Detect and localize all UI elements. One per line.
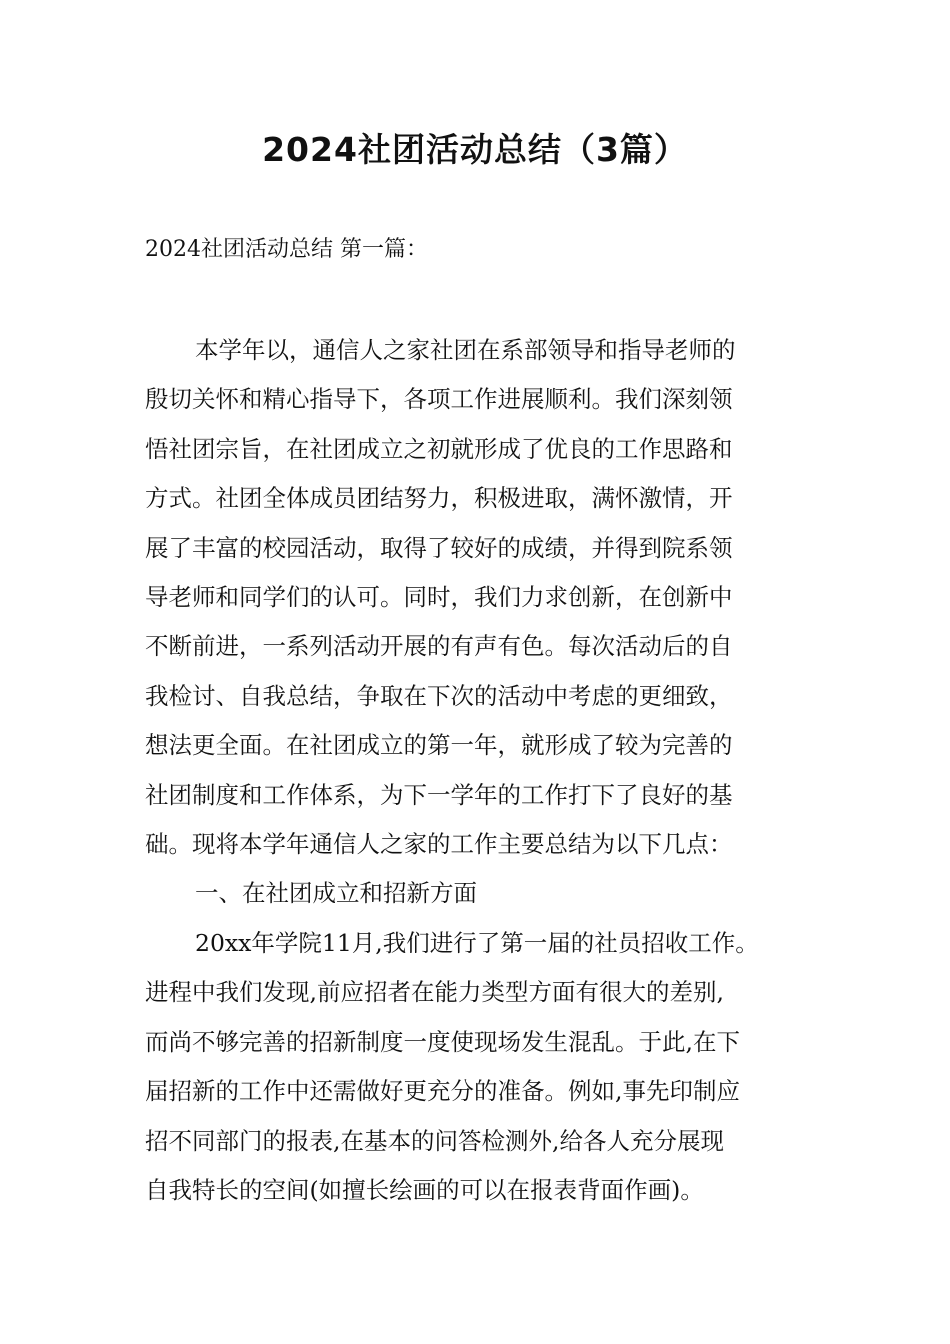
- paragraph-line: 自我特长的空间(如擅长绘画的可以在报表背面作画)。: [145, 1175, 704, 1204]
- paragraph-line: 社团制度和工作体系，为下一学年的工作打下了良好的基: [145, 780, 733, 809]
- paragraph-line: 导老师和同学们的认可。同时，我们力求创新，在创新中: [145, 583, 733, 612]
- paragraph-line: 殷切关怀和精心指导下，各项工作进展顺利。我们深刻领: [145, 385, 733, 414]
- paragraph-line: 悟社团宗旨，在社团成立之初就形成了优良的工作思路和: [145, 434, 733, 463]
- paragraph-line: 届招新的工作中还需做好更充分的准备。例如,事先印制应: [145, 1077, 740, 1106]
- paragraph-1: [145, 326, 820, 869]
- paragraph-line: 进程中我们发现,前应招者在能力类型方面有很大的差别,: [145, 978, 724, 1007]
- subheading-1: [145, 869, 820, 918]
- paragraph-line: 而尚不够完善的招新制度一度使现场发生混乱。于此,在下: [145, 1027, 740, 1056]
- paragraph-2: [145, 919, 820, 1215]
- paragraph-line: 我检讨、自我总结，争取在下次的活动中考虑的更细致，: [145, 681, 733, 710]
- paragraph-line: 展了丰富的校园活动，取得了较好的成绩，并得到院系领: [145, 533, 733, 562]
- paragraph-line: 不断前进，一系列活动开展的有声有色。每次活动后的自: [145, 632, 733, 661]
- paragraph-line: 方式。社团全体成员团结努力，积极进取，满怀激情，开: [145, 484, 733, 513]
- paragraph-line: 想法更全面。在社团成立的第一年，就形成了较为完善的: [145, 731, 733, 760]
- paragraph-line: 20xx年学院11月,我们进行了第一届的社员招收工作。: [195, 928, 759, 957]
- paragraph-line: 本学年以，通信人之家社团在系部领导和指导老师的: [195, 336, 736, 364]
- paragraph-line: 础。现将本学年通信人之家的工作主要总结为以下几点：: [145, 830, 733, 859]
- paragraph-line: 招不同部门的报表,在基本的问答检测外,给各人充分展现: [145, 1126, 724, 1155]
- document-body: [145, 326, 820, 1215]
- section-heading: 2024社团活动总结 第一篇：: [145, 237, 428, 262]
- document-title: 2024社团活动总结（3篇）: [262, 130, 688, 169]
- subheading-text: 一、在社团成立和招新方面: [195, 879, 477, 908]
